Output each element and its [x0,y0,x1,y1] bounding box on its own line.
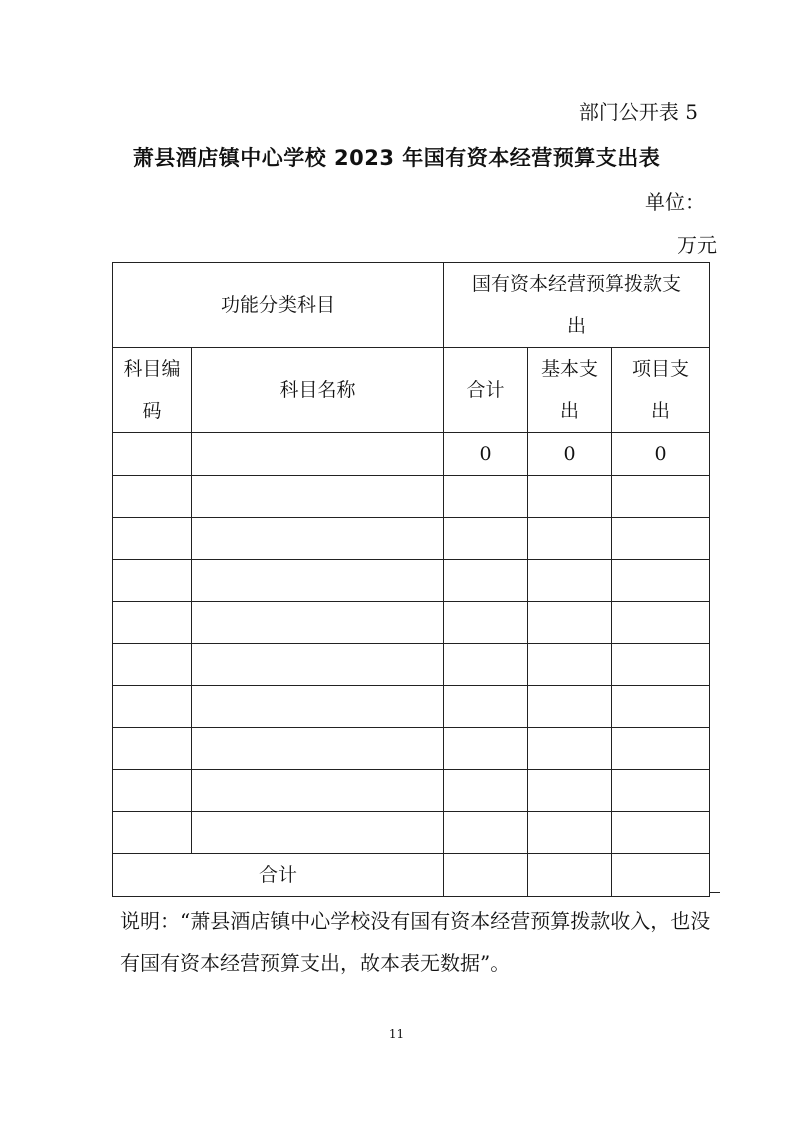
cell-code [113,812,192,854]
cell-code [113,770,192,812]
cell-basic [528,770,612,812]
table-header-row-1 [113,263,710,348]
table-header-row-2 [113,348,710,433]
table-row [113,728,710,770]
table-row [113,476,710,518]
cell-code [113,602,192,644]
cell-basic [528,560,612,602]
header-basic-line1: 基本支 [541,358,599,380]
header-subject-code [113,348,192,433]
header-subject-code-line1: 科目编 [123,358,181,380]
cell-project [612,560,710,602]
unit-value: 万元 [677,233,717,257]
header-subject-code-line2: 码 [142,400,162,422]
cell-total [444,812,528,854]
cell-total [444,560,528,602]
cell-name [192,644,444,686]
cell-basic [528,686,612,728]
table-row [113,602,710,644]
cell-project [612,602,710,644]
header-basic-line2: 出 [560,400,580,422]
table-row [113,433,710,476]
cell-code [113,686,192,728]
cell-code [113,644,192,686]
explanation-note: 说明：“萧县酒店镇中心学校没有国有资本经营预算拨款收入，也没有国有资本经营预算支出，故本表无数据”。 [120,909,711,975]
table-body [113,433,710,854]
header-project-expenditure [612,348,710,433]
cell-name [192,433,444,476]
cell-name [192,602,444,644]
cell-project [612,770,710,812]
cell-total: 0 [444,433,528,476]
header-basic-expenditure [528,348,612,433]
cell-basic: 0 [528,433,612,476]
cell-basic [528,644,612,686]
cell-total [444,602,528,644]
cell-total [444,686,528,728]
cell-project [612,476,710,518]
cell-project: 0 [612,433,710,476]
budget-table [112,262,710,897]
cell-basic [528,812,612,854]
cell-name [192,812,444,854]
cell-name [192,728,444,770]
cell-code [113,476,192,518]
cell-name [192,770,444,812]
total-row-project [612,854,710,897]
page-number: 11 [388,1027,405,1041]
total-row-basic [528,854,612,897]
cell-basic [528,518,612,560]
cell-code [113,433,192,476]
page-title: 萧县酒店镇中心学校 2023 年国有资本经营预算支出表 [132,146,661,170]
unit-label: 单位： [645,190,705,214]
table-row [113,518,710,560]
cell-project [612,644,710,686]
header-functional-classification: 功能分类科目 [113,263,444,348]
cell-project [612,686,710,728]
cell-total [444,518,528,560]
cell-project [612,728,710,770]
cell-total [444,728,528,770]
cell-total [444,770,528,812]
table-row [113,770,710,812]
cell-name [192,560,444,602]
table-row [113,560,710,602]
header-budget-line1: 国有资本经营预算拨款支 [472,273,682,295]
header-project-line1: 项目支 [632,358,690,380]
table-row [113,686,710,728]
table-row [113,812,710,854]
cell-name [192,476,444,518]
total-row-total [444,854,528,897]
header-budget-line2: 出 [567,315,587,337]
cell-project [612,812,710,854]
cell-code [113,518,192,560]
cell-basic [528,602,612,644]
cell-total [444,644,528,686]
header-subject-name: 科目名称 [192,348,444,433]
table-row [113,644,710,686]
form-label: 部门公开表 5 [578,100,698,124]
cell-name [192,686,444,728]
cell-code [113,560,192,602]
header-budget-appropriation [444,263,710,348]
cell-code [113,728,192,770]
table-edge-line [709,892,720,893]
table-total-row [113,854,710,897]
cell-project [612,518,710,560]
total-row-label: 合计 [113,854,444,897]
cell-basic [528,728,612,770]
cell-total [444,476,528,518]
cell-basic [528,476,612,518]
header-total: 合计 [444,348,528,433]
cell-name [192,518,444,560]
header-project-line2: 出 [651,400,671,422]
